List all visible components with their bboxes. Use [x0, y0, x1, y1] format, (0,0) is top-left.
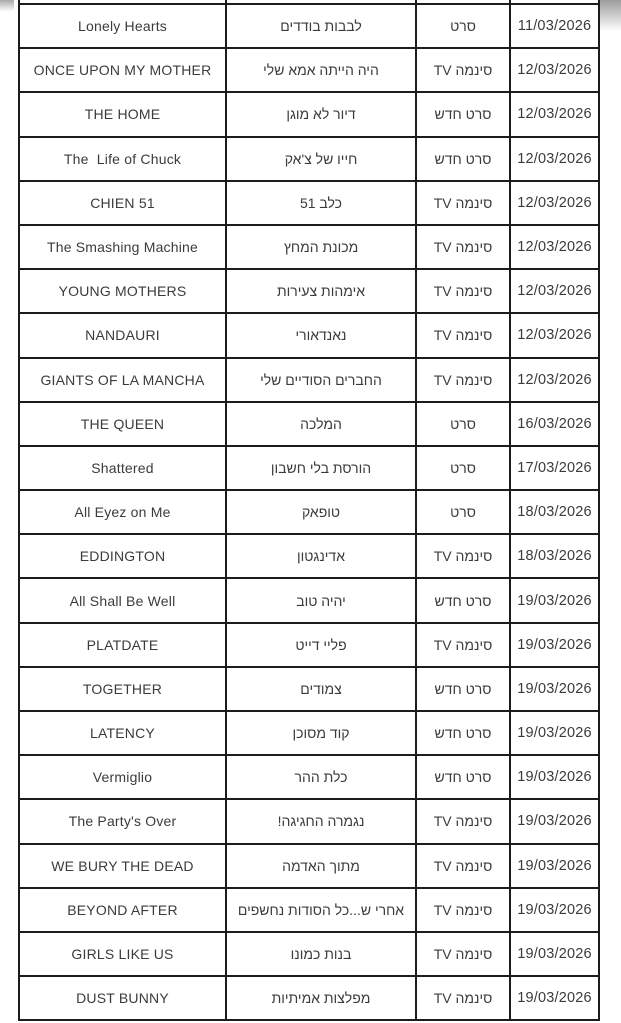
schedule-table-body — [19, 0, 599, 1020]
movie-title-english-cell: TOGETHER — [19, 667, 226, 711]
table-row — [19, 181, 599, 225]
category-cell: סינמה TV — [416, 844, 510, 888]
category-cell: סינמה TV — [416, 225, 510, 269]
movie-title-english-cell: Vermiglio — [19, 755, 226, 799]
category-cell: סינמה TV — [416, 358, 510, 402]
category-cell: סרט חדש — [416, 137, 510, 181]
category-cell: סרט — [416, 402, 510, 446]
category-cell: סינמה TV — [416, 48, 510, 92]
movie-title-hebrew-cell: בנות כמונו — [226, 932, 416, 976]
table-row — [19, 711, 599, 755]
release-date-cell: 11/03/2026 — [510, 4, 599, 48]
release-date-cell: 19/03/2026 — [510, 623, 599, 667]
release-date-cell: 19/03/2026 — [510, 844, 599, 888]
category-cell: סרט — [416, 4, 510, 48]
movie-title-hebrew-cell: קוד מסוכן — [226, 711, 416, 755]
movie-title-hebrew-cell: אדינגטון — [226, 534, 416, 578]
movie-title-hebrew-cell: החברים הסודיים שלי — [226, 358, 416, 402]
screenshot-artifact-top-right — [599, 0, 621, 34]
table-row — [19, 490, 599, 534]
category-cell: סרט חדש — [416, 755, 510, 799]
table-row — [19, 225, 599, 269]
movie-title-hebrew-cell: הורסת בלי חשבון — [226, 446, 416, 490]
movie-title-hebrew-cell: חייו של צ'אק — [226, 137, 416, 181]
table-row — [19, 48, 599, 92]
movie-title-hebrew-cell: נאנדאורי — [226, 313, 416, 357]
release-date-cell: 18/03/2026 — [510, 534, 599, 578]
screenshot-artifact-top-left — [0, 0, 14, 12]
table-row — [19, 623, 599, 667]
table-row — [19, 888, 599, 932]
table-row — [19, 799, 599, 843]
category-cell: סינמה TV — [416, 181, 510, 225]
movie-title-hebrew-cell: דיור לא מוגן — [226, 92, 416, 136]
release-date-cell: 12/03/2026 — [510, 269, 599, 313]
movie-title-english-cell: All Shall Be Well — [19, 578, 226, 622]
movie-title-english-cell: Shattered — [19, 446, 226, 490]
release-date-cell: 19/03/2026 — [510, 799, 599, 843]
movie-title-hebrew-cell: כלב 51 — [226, 181, 416, 225]
release-date-cell: 18/03/2026 — [510, 490, 599, 534]
movie-title-english-cell: The Life of Chuck — [19, 137, 226, 181]
category-cell: סינמה TV — [416, 888, 510, 932]
table-row — [19, 578, 599, 622]
movie-title-english-cell: YOUNG MOTHERS — [19, 269, 226, 313]
release-date-cell: 12/03/2026 — [510, 313, 599, 357]
movie-title-hebrew-cell: לבבות בודדים — [226, 4, 416, 48]
movie-title-hebrew-cell: מפלצות אמיתיות — [226, 976, 416, 1020]
release-date-cell: 16/03/2026 — [510, 402, 599, 446]
release-date-cell: 19/03/2026 — [510, 711, 599, 755]
release-date-cell: 19/03/2026 — [510, 888, 599, 932]
table-row — [19, 402, 599, 446]
category-cell: סרט חדש — [416, 92, 510, 136]
movie-title-hebrew-cell: מתוך האדמה — [226, 844, 416, 888]
movie-title-english-cell: LATENCY — [19, 711, 226, 755]
movie-title-hebrew-cell: המלכה — [226, 402, 416, 446]
movie-title-english-cell: THE QUEEN — [19, 402, 226, 446]
table-row — [19, 534, 599, 578]
release-date-cell: 12/03/2026 — [510, 137, 599, 181]
table-row — [19, 446, 599, 490]
category-cell: סינמה TV — [416, 623, 510, 667]
movie-title-english-cell: The Party's Over — [19, 799, 226, 843]
movie-title-hebrew-cell: נגמרה החגיגה! — [226, 799, 416, 843]
release-date-cell: 19/03/2026 — [510, 667, 599, 711]
category-cell: סינמה TV — [416, 269, 510, 313]
release-date-cell: 19/03/2026 — [510, 932, 599, 976]
category-cell: סינמה TV — [416, 799, 510, 843]
category-cell: סינמה TV — [416, 534, 510, 578]
movie-title-hebrew-cell: יהיה טוב — [226, 578, 416, 622]
movie-title-english-cell: CHIEN 51 — [19, 181, 226, 225]
movie-title-english-cell: THE HOME — [19, 92, 226, 136]
movie-title-hebrew-cell: טופאק — [226, 490, 416, 534]
movie-title-english-cell: BEYOND AFTER — [19, 888, 226, 932]
release-date-cell: 19/03/2026 — [510, 578, 599, 622]
category-cell: סינמה TV — [416, 932, 510, 976]
movie-title-hebrew-cell: כלת ההר — [226, 755, 416, 799]
movie-title-english-cell: GIRLS LIKE US — [19, 932, 226, 976]
movie-title-english-cell: GIANTS OF LA MANCHA — [19, 358, 226, 402]
table-row — [19, 137, 599, 181]
category-cell: סרט חדש — [416, 578, 510, 622]
table-row — [19, 4, 599, 48]
movie-title-english-cell: DUST BUNNY — [19, 976, 226, 1020]
table-row — [19, 932, 599, 976]
movie-title-hebrew-cell: פליי דייט — [226, 623, 416, 667]
category-cell: סרט חדש — [416, 667, 510, 711]
table-row — [19, 313, 599, 357]
table-row — [19, 358, 599, 402]
movie-title-hebrew-cell: היה הייתה אמא שלי — [226, 48, 416, 92]
table-row — [19, 269, 599, 313]
movie-title-hebrew-cell: אימהות צעירות — [226, 269, 416, 313]
table-row — [19, 755, 599, 799]
movie-title-english-cell: PLATDATE — [19, 623, 226, 667]
movie-title-english-cell: EDDINGTON — [19, 534, 226, 578]
movie-schedule-table — [18, 0, 600, 1021]
release-date-cell: 12/03/2026 — [510, 48, 599, 92]
category-cell: סינמה TV — [416, 976, 510, 1020]
movie-title-hebrew-cell: מכונת המחץ — [226, 225, 416, 269]
movie-title-english-cell: NANDAURI — [19, 313, 226, 357]
category-cell: סרט — [416, 446, 510, 490]
release-date-cell: 19/03/2026 — [510, 976, 599, 1020]
category-cell: סרט — [416, 490, 510, 534]
table-row — [19, 976, 599, 1020]
movie-title-hebrew-cell: אחרי ש...כל הסודות נחשפים — [226, 888, 416, 932]
release-date-cell: 12/03/2026 — [510, 358, 599, 402]
movie-title-english-cell: All Eyez on Me — [19, 490, 226, 534]
release-date-cell: 12/03/2026 — [510, 225, 599, 269]
release-date-cell: 12/03/2026 — [510, 92, 599, 136]
release-date-cell: 17/03/2026 — [510, 446, 599, 490]
release-date-cell: 19/03/2026 — [510, 755, 599, 799]
movie-title-english-cell: ONCE UPON MY MOTHER — [19, 48, 226, 92]
table-row — [19, 92, 599, 136]
movie-title-english-cell: Lonely Hearts — [19, 4, 226, 48]
category-cell: סינמה TV — [416, 313, 510, 357]
release-date-cell: 12/03/2026 — [510, 181, 599, 225]
movie-title-english-cell: The Smashing Machine — [19, 225, 226, 269]
category-cell: סרט חדש — [416, 711, 510, 755]
table-row — [19, 844, 599, 888]
movie-title-english-cell: WE BURY THE DEAD — [19, 844, 226, 888]
movie-title-hebrew-cell: צמודים — [226, 667, 416, 711]
table-row — [19, 667, 599, 711]
